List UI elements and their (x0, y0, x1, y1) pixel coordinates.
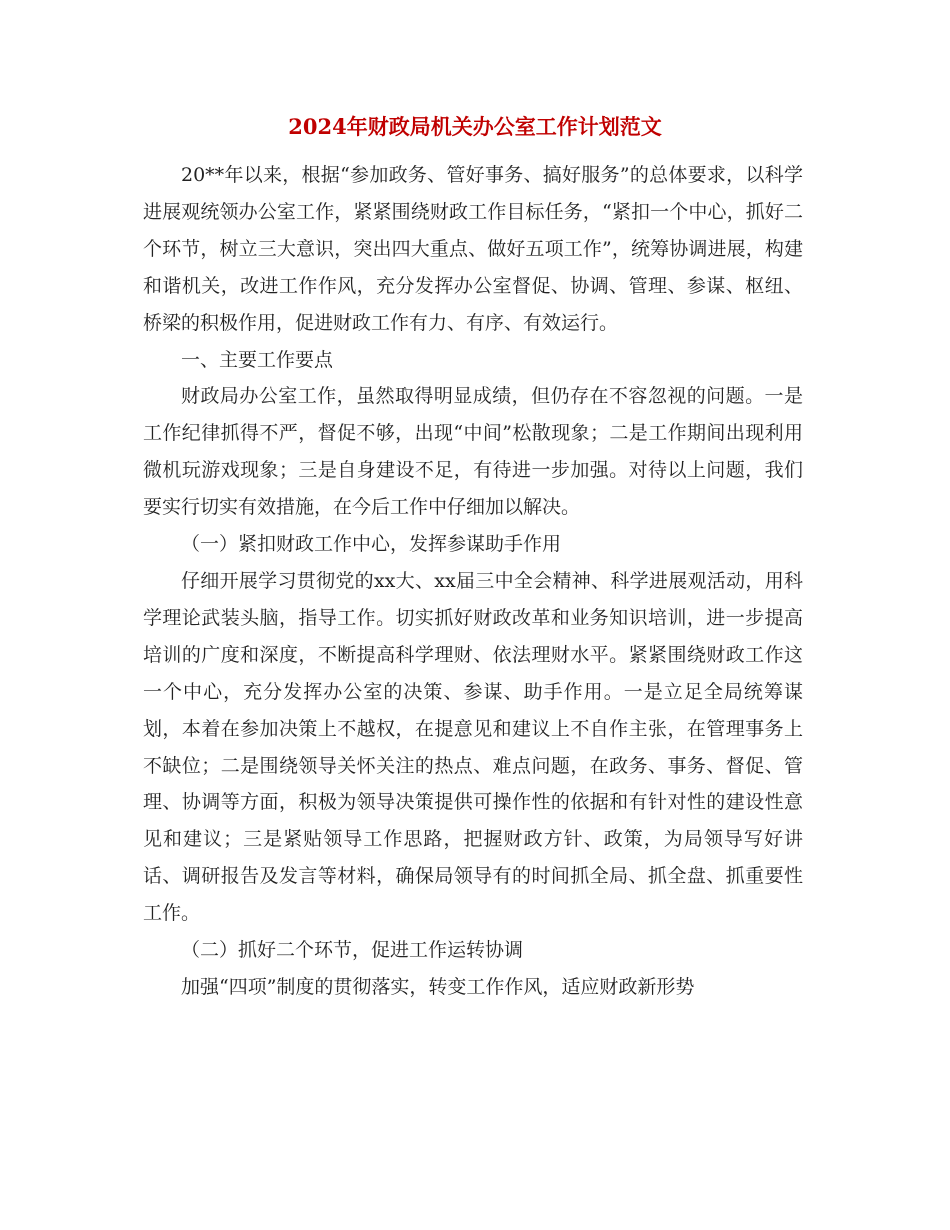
paragraph-section-two: 加强“四项”制度的贯彻落实，转变工作作风，适应财政新形势 (181, 975, 695, 998)
paragraph-section-one: 仔细开展学习贯彻党的xx大、xx届三中全会精神、科学进展观活动，用科学理论武装头脑，指导工作。切实抓好财政改革和业务知识培训，进一步提高培训的广度和深度，不断提高科学理财、依法理财水平。紧紧围绕财政工作这一个中心，充分发挥办公室的决策、参谋、助手作用。一是立足全局统筹谋划，本着在参加决策上不越权，在提意见和建议上不自作主张，在管理事务上不缺位；二是围绕领导关怀关注的热点、难点问题，在政务、事务、督促、管理、协调等方面，积极为领导决策提供可操作性的依据和有针对性的建设性意见和建议；三是紧贴领导工作思路，把握财政方针、政策，为局领导写好讲话、调研报告及发言等材料，确保局领导有的时间抓全局、抓全盘、抓重要性工作。 (143, 569, 803, 925)
document-title: 2024年财政局机关办公室工作计划范文 (288, 114, 662, 139)
paragraph-problems: 财政局办公室工作，虽然取得明显成绩，但仍存在不容忽视的问题。一是工作纪律抓得不严，督促不够，出现“中间”松散现象；二是工作期间出现利用微机玩游戏现象；三是自身建设不足，有待进一步加强。对待以上问题，我们要实行切实有效措施，在今后工作中仔细加以解决。 (143, 385, 803, 519)
heading-main-points: 一、主要工作要点 (181, 348, 334, 371)
paragraph-intro: 20**年以来，根据“参加政务、管好事务、搞好服务”的总体要求，以科学进展观统领办公室工作，紧紧围绕财政工作目标任务，“紧扣一个中心，抓好二个环节，树立三大意识，突出四大重点、做好五项工作”，统筹协调进展，构建和谐机关，改进工作作风，充分发挥办公室督促、协调、管理、参谋、枢纽、桥梁的积极作用，促进财政工作有力、有序、有效运行。 (143, 164, 803, 334)
document-body (143, 157, 803, 1006)
subheading-two: （二）抓好二个环节，促进工作运转协调 (181, 939, 524, 962)
subheading-one: （一）紧扣财政工作中心，发挥参谋助手作用 (181, 533, 562, 556)
